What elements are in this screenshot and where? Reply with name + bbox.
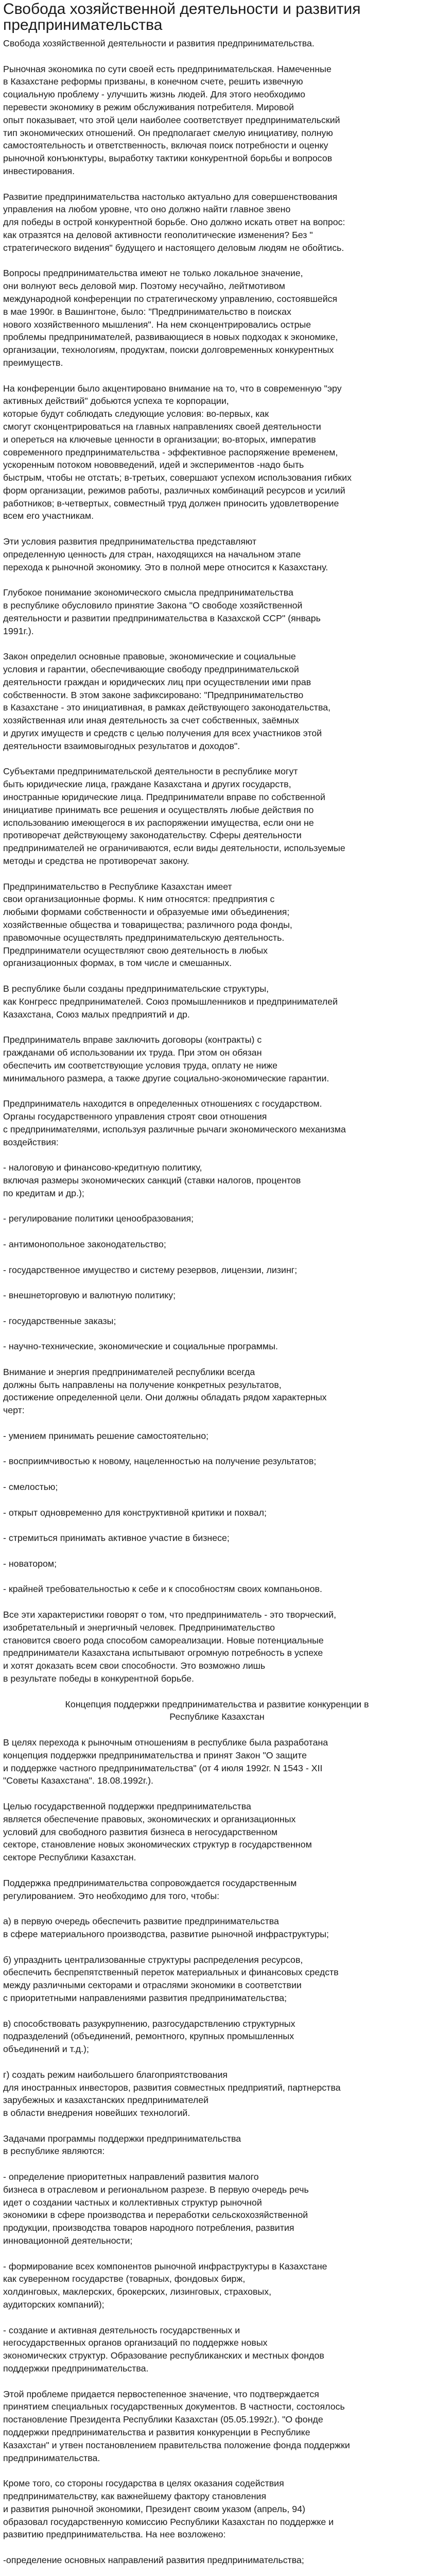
paragraph: Этой проблеме придается первостепенное значение, что подтверждается принятием специальных государственных документов. В частности, состоялось постановление Президента Республики Казахстан (05.05.1992г.). "О фонде поддержки предпринимательства и развития конкуренции в Республике Казахстан" и утвен постановлением правительства положение фонда поддержки предпринимательства. (3, 2388, 350, 2463)
paragraph: - регулирование политики ценообразования; (3, 1213, 194, 1224)
paragraph: - открыт одновременно для конструктивной критики и похвал; (3, 1507, 267, 1518)
paragraph: Предприниматель находится в определенных отношениях с государством. Органы государственного управления строят свои отношения с предпринимателями, используя различные рычаги экономического механизма воздействия: (3, 1098, 346, 1147)
paragraph: - научно-технические, экономические и социальные программы. (3, 1341, 278, 1352)
section-heading: Концепция поддержки предпринимательства и развитие конкуренции в Республике Казахстан (65, 1699, 369, 1722)
paragraph: Предпринимательство в Республике Казахстан имеет свои организационные формы. К ним относятся: предприятия с любыми формами собственности и образуемые ими объединения; хозяйственные общества и товарищества; различного рода фонды, правомочные осуществлять предпринимательскую деятельность. Предприниматели осуществляют свою деятельность в любых организационных формах, в том числе и смешанных. (3, 881, 292, 969)
paragraph: в) способствовать разукрупнению, разгосударствлению структурных подразделений (объединений, ремонтного, крупных промышленных объединений и т.д.); (3, 2018, 295, 2055)
paragraph: В целях перехода к рыночным отношениям в республике была разработана концепция поддержки предпринимательства и принят Закон "О защите и поддержке частного предпринимательства" (от 4 июля 1992г. N 1543 - XII "Советы Казахстана". 18.08.1992г.). (3, 1737, 328, 1786)
paragraph: - антимонопольное законодательство; (3, 1239, 166, 1249)
paragraph: Свобода хозяйственной деятельности и развития предпринимательства. (3, 38, 315, 48)
paragraph: - налоговую и финансово-кредитную политику, включая размеры экономических санкций (ставки налогов, процентов по кредитам и др.); (3, 1162, 301, 1198)
paragraph: - крайней требовательностью к себе и к способностям своих компаньонов. (3, 1584, 322, 1595)
paragraph: - внешнеторговую и валютную политику; (3, 1290, 176, 1301)
paragraph: Вопросы предпринимательства имеют не только локальное значение, они волнуют весь деловой мир. Поэтому несучайно, лейтмотивом международной конференции по стратегическому управлению, состоявшейся в мае 1990г. в Вашингтоне, было: "Предпринимательство в поисках нового хозяйственного мышления". На нем сконцентрировались острые проблемы предпринимателей, развивающиеся в новых подходах к экономике, организации, технологиям, продуктам, поиски долговременных конкурентных преимуществ. (3, 268, 338, 368)
paragraph: - смелостью; (3, 1482, 58, 1493)
paragraph: - государственные заказы; (3, 1315, 116, 1326)
document-body (3, 37, 431, 2576)
paragraph: Поддержка предпринимательства сопровождается государственным регулированием. Это необходимо для того, чтобы: (3, 1877, 297, 1901)
paragraph: - формирование всех компонентов рыночной инфраструктуры в Казахстане как суверенном государстве (товарных, фондовых бирж, холдинговых, маклерских, брокерских, лизинговых, страховых, аудиторских компаний); (3, 2261, 327, 2310)
paragraph: - новатором; (3, 1558, 57, 1569)
paragraph: Эти условия развития предпринимательства представляют определенную ценность для стран, находящихся на начальном этапе перехода к рыночной экономику. Это в полной мере относится к Казахстану. (3, 536, 328, 572)
paragraph: Глубокое понимание экономического смысла предпринимательства в республике обусловило принятие Закона "О свободе хозяйственной деятельности и развитии предпринимательства в Казахской ССР" (январь 1991г.). (3, 587, 321, 636)
paragraph: Рыночная экономика по сути своей есть предпринимательская. Намеченные в Казахстане реформы призваны, в конечном счете, решить извечную социальную проблему - улучшить жизнь людей. Для этого необходимо перевести экономику в режим обслуживания потребителя. Мировой опыт показывает, что этой цели наиболее соответствует предпринимательский тип экономических отношений. Он предполагает смелую инициативу, полную самостоятельность и ответственность, включая поиск потребности и оценку рыночной конъюнктуры, выработку тактики конкурентной борьбы и вопросов инвестирования. (3, 63, 340, 176)
paragraph: Субъектами предпринимательской деятельности в республике могут быть юридические лица, граждане Казахстана и других государств, иностранные юридические лица. Предприниматели вправе по собственной инициативе принимать все решения и осуществлять любые действия по использованию имеющегося в их распоряжении имущества, если они не противоречат действующему законодательству. Сферы деятельности предпринимателей не ограничиваются, если виды деятельности, используемые методы и средства не противоречат закону. (3, 766, 345, 866)
paragraph: Развитие предпринимательства настолько актуально для совершенствования управления на любом уровне, что оно должно найти главное звено для победы в острой конкурентной борьбе. Оно должно искать ответ на вопрос: как отразятся на деловой активности геополитические изменения? Без " стратегического видения" будущего и настоящего деловым людям не обойтись. (3, 191, 345, 253)
paragraph: Внимание и энергия предпринимателей республики всегда должны быть направлены на получение конкретных результатов, достижение определенной цели. Они должны обладать рядом характерных черт: (3, 1366, 327, 1416)
paragraph: - государственное имущество и систему резервов, лицензии, лизинг; (3, 1264, 298, 1275)
paragraph: Кроме того, со стороны государства в целях оказания содействия предпринимательству, как важнейшему фактору становления и развития рыночной экономики, Президент своим указом (апрель, 94) образовал государственную комиссию Республики Казахстан по поддержке и развитию предпринимательства. На нее возложено: (3, 2478, 334, 2540)
paragraph: - определение приоритетных направлений развития малого бизнеса в отраслевом и региональном разрезе. В первую очередь речь идет о создании частных и коллективных структур рыночной экономики в сфере производства и переработки сельскохозяйственной продукции, производства товаров народного потребления, развития инновационной деятельности; (3, 2172, 309, 2246)
paragraph: Предприниматель вправе заключить договоры (контракты) с гражданами об использовании их труда. При этом он обязан обеспечить им соответствующие условия труда, оплату не ниже минимального размера, а также другие социально-экономические гарантии. (3, 1035, 329, 1083)
paragraph: - создание и активная деятельность государственных и негосударственных органов организаций по поддержке новых экономических структур. Образование республиканских и местных фондов поддержки предпринимательства. (3, 2325, 324, 2374)
paragraph: Все эти характеристики говорят о том, что предприниматель - это творческий, изобретательный и энергичный человек. Предпринимательство становится своего рода способом самореализации. Новые потенциальные предприниматели Казахстана испытывают огромную потребность в успехе и хотят доказать всем свои способности. Это возможно лишь в результате победы в конкурентной борьбе. (3, 1609, 337, 1684)
paragraph: а) в первую очередь обеспечить развитие предпринимательства в сфере материального производства, развитие рыночной инфраструктуры; (3, 1916, 329, 1939)
paragraph: - стремиться принимать активное участие в бизнесе; (3, 1533, 230, 1544)
paragraph: Задачами программы поддержки предпринимательства в республике являются: (3, 2133, 241, 2157)
paragraph: В республике были созданы предпринимательские структуры, как Конгресс предпринимателей. Союз промышленников и предпринимателей Казахстана, Союз малых предприятий и др. (3, 983, 338, 1020)
paragraph: Закон определил основные правовые, экономические и социальные условия и гарантии, обеспечивающие свободу предпринимательской деятельности граждан и юридических лиц при осуществлении ими прав собственности. В этом законе зафиксировано: "Предпринимательство в Казахстане - это инициативная, в рамках действующего законодательства, хозяйственная или иная деятельность за счет собственных, заёмных и других имуществ и средств с целью получения для всех участников этой деятельности взаимовыгодных результатов и доходов". (3, 651, 331, 751)
paragraph: На конференции было акцентировано внимание на то, что в современную "эру активных действий" добьются успеха те корпорации, которые будут соблюдать следующие условия: во-первых, как смогут сконцентрироваться на главных направлениях своей деятельности и опереться на ключевые ценности в организации; во-вторых, императив современного предпринимательства - эффективное распоряжение временем, ускоренным потоком нововведений, идей и экспериментов -надо быть быстрым, чтобы не отстать; в-третьих, совершают успехом использования гибких форм организации, режимов работы, различных комбинаций ресурсов и усилий работников; в-четвертых, совместный труд должен приносить удовлетворение всем его участникам. (3, 383, 352, 521)
paragraph: - умением принимать решение самостоятельно; (3, 1430, 209, 1441)
page-title: Свобода хозяйственной деятельности и развития предпринимательства (3, 1, 361, 33)
paragraph: г) создать режим наибольшего благоприятствования для иностранных инвесторов, развития совместных предприятий, партнерства зарубежных и казахстанских предпринимателей в области внедрения новейших технологий. (3, 2069, 341, 2119)
paragraph: - восприимчивостью к новому, нацеленностью на получение результатов; (3, 1456, 317, 1467)
paragraph: Целью государственной поддержки предпринимательства является обеспечение правовых, экономических и организационных условий для свободного развития бизнеса в негосударственном секторе, становление новых экономических структур в государственном секторе Республики Казахстан. (3, 1801, 312, 1863)
paragraph: б) упразднить централизованные структуры распределения ресурсов, обеспечить беспрепятственный переток материальных и финансовых средств между различными секторами и отраслями экономики в соответствии с приоритетными направлениями развития предпринимательства; (3, 1954, 339, 2003)
paragraph: -определение основных направлений развития предпринимательства; (3, 2554, 304, 2565)
